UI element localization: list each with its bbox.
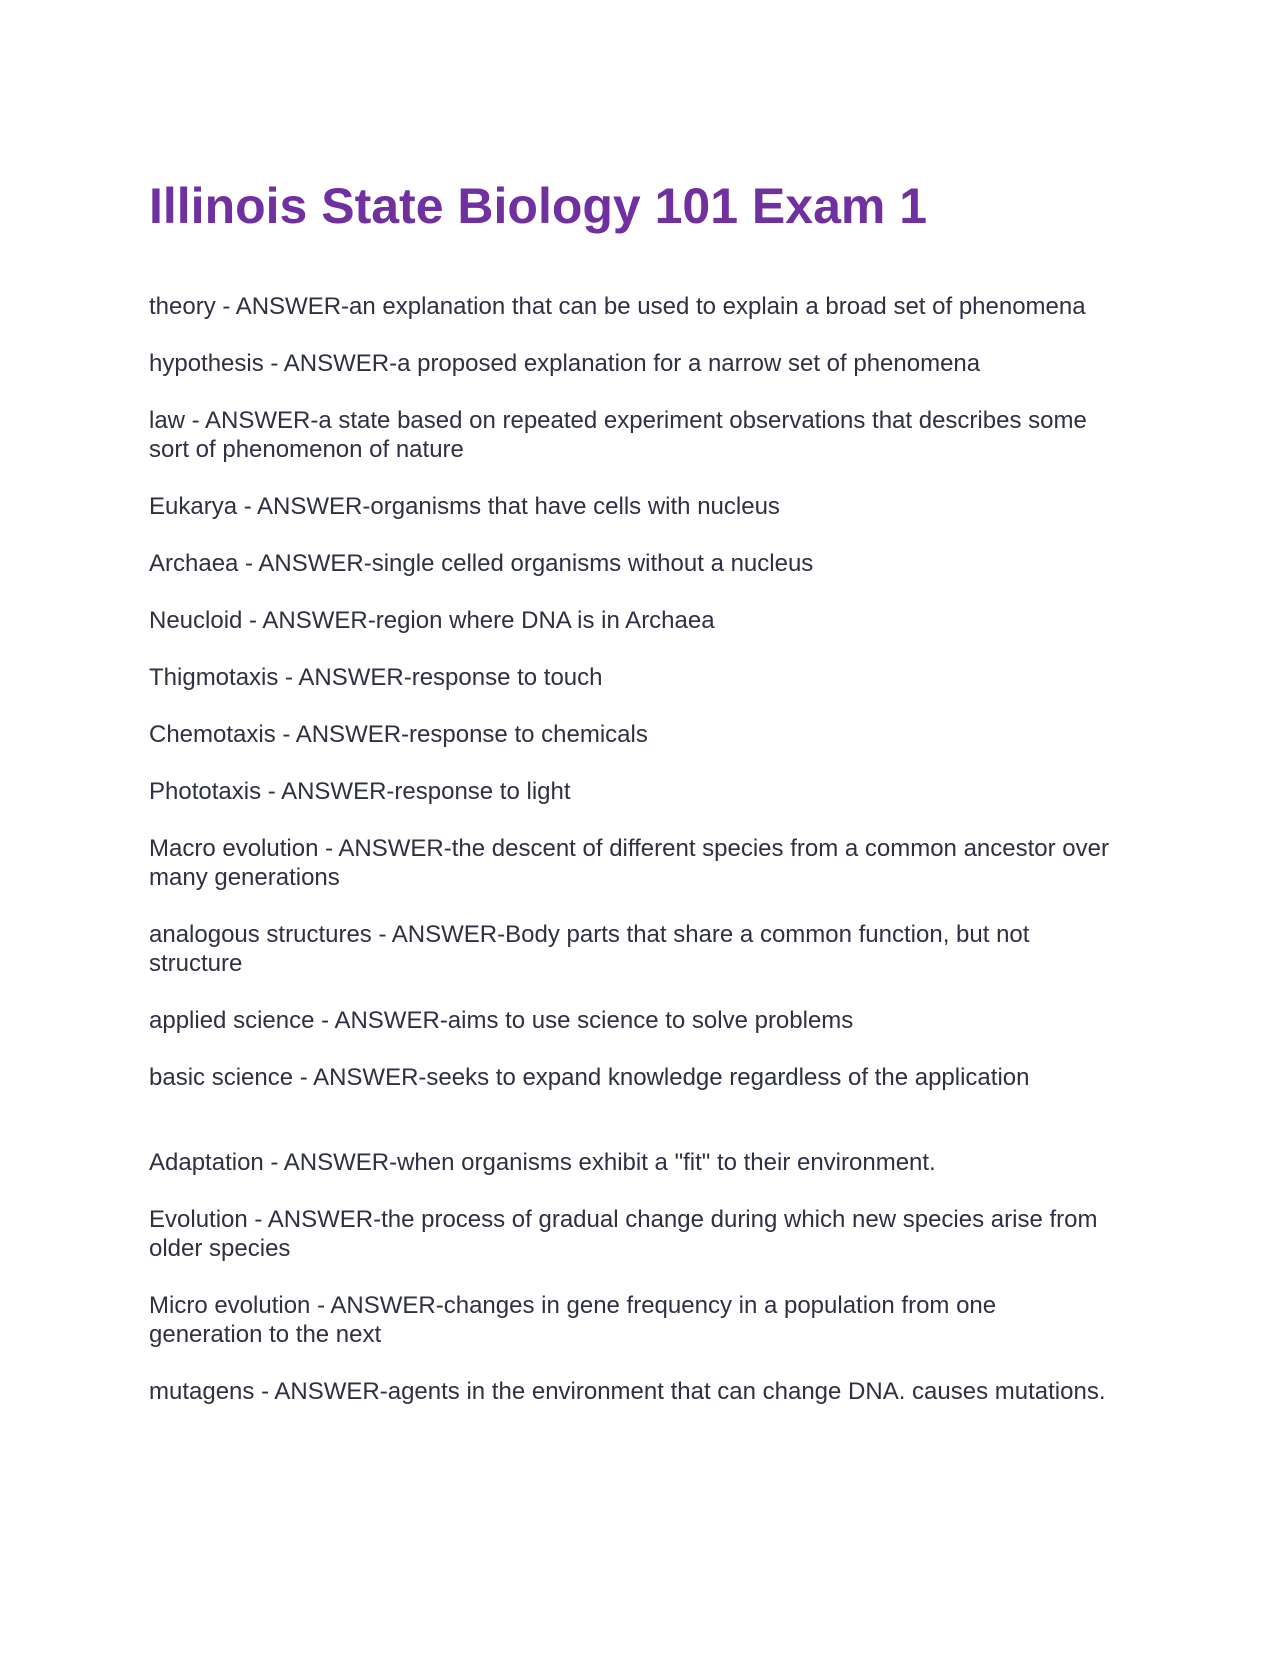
flashcard-entry: Adaptation - ANSWER-when organisms exhibit a "fit" to their environment.: [149, 1149, 936, 1176]
flashcard-entry: law - ANSWER-a state based on repeated experiment observations that describes some sort of phenomenon of nature: [149, 407, 1087, 463]
flashcard-entry: Phototaxis - ANSWER-response to light: [149, 778, 571, 805]
flashcard-entry: Archaea - ANSWER-single celled organisms without a nucleus: [149, 550, 814, 577]
flashcard-entry: analogous structures - ANSWER-Body parts that share a common function, but not structure: [149, 921, 1030, 977]
flashcard-list: [149, 292, 1109, 1434]
flashcard-entry: Micro evolution - ANSWER-changes in gene frequency in a population from one generation to the next: [149, 1292, 997, 1348]
flashcard-entry: mutagens - ANSWER-agents in the environment that can change DNA. causes mutations.: [149, 1378, 1106, 1405]
document-title: Illinois State Biology 101 Exam 1: [149, 178, 928, 234]
flashcard-entry: hypothesis - ANSWER-a proposed explanation for a narrow set of phenomena: [149, 350, 981, 377]
flashcard-entry: Neucloid - ANSWER-region where DNA is in Archaea: [149, 607, 715, 634]
flashcard-entry: Thigmotaxis - ANSWER-response to touch: [149, 664, 603, 691]
flashcard-entry: Macro evolution - ANSWER-the descent of different species from a common ancestor over many generations: [149, 835, 1109, 891]
flashcard-entry: applied science - ANSWER-aims to use science to solve problems: [149, 1007, 854, 1034]
flashcard-entry: Chemotaxis - ANSWER-response to chemicals: [149, 721, 648, 748]
flashcard-entry: theory - ANSWER-an explanation that can be used to explain a broad set of phenomena: [149, 293, 1086, 320]
flashcard-entry: basic science - ANSWER-seeks to expand knowledge regardless of the application: [149, 1064, 1030, 1091]
flashcard-entry: Eukarya - ANSWER-organisms that have cells with nucleus: [149, 493, 780, 520]
flashcard-entry: Evolution - ANSWER-the process of gradual change during which new species arise from older species: [149, 1206, 1098, 1262]
